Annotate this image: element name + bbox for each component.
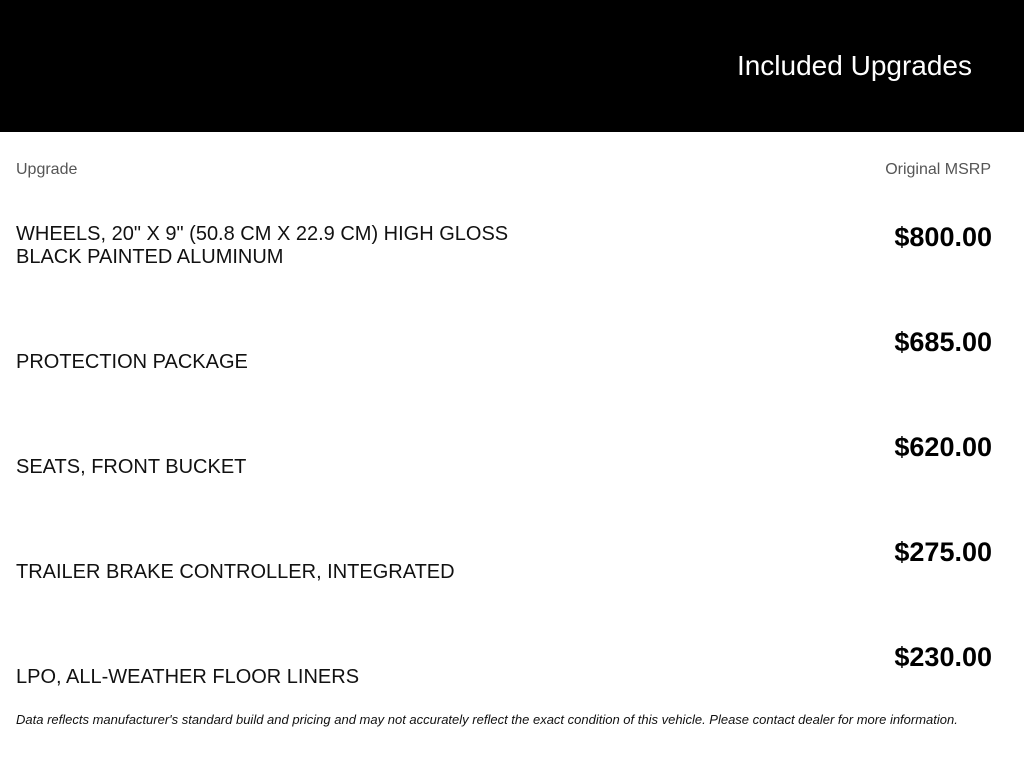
page-title: Included Upgrades — [736, 50, 972, 81]
header-banner — [0, 0, 1024, 132]
list-item — [16, 537, 992, 642]
upgrade-column-header: Upgrade — [16, 161, 78, 178]
list-item — [16, 432, 992, 537]
list-item — [16, 222, 992, 327]
upgrade-name: TRAILER BRAKE CONTROLLER, INTEGRATED — [16, 561, 455, 583]
upgrade-name: LPO, ALL-WEATHER FLOOR LINERS — [16, 666, 360, 688]
upgrade-list — [16, 222, 992, 747]
upgrade-name: PROTECTION PACKAGE — [16, 351, 248, 373]
upgrade-price: $620.00 — [894, 432, 992, 462]
upgrade-name-line-2: BLACK PAINTED ALUMINUM — [16, 246, 284, 268]
upgrade-name — [16, 223, 576, 269]
column-headers — [16, 161, 991, 181]
upgrade-price: $685.00 — [894, 327, 992, 357]
msrp-column-header: Original MSRP — [885, 161, 991, 178]
list-item — [16, 642, 992, 747]
upgrade-price: $230.00 — [894, 642, 992, 672]
upgrade-name-line-1: WHEELS, 20" X 9" (50.8 CM X 22.9 CM) HIGH GLOSS — [16, 223, 509, 245]
list-item — [16, 327, 992, 432]
disclaimer-text: Data reflects manufacturer's standard build and pricing and may not accurately reflect the exact condition of this vehicle. Please contact dealer for more information. — [16, 712, 958, 727]
upgrade-name: SEATS, FRONT BUCKET — [16, 456, 247, 478]
upgrade-price: $275.00 — [894, 537, 992, 567]
upgrade-price: $800.00 — [894, 222, 992, 252]
